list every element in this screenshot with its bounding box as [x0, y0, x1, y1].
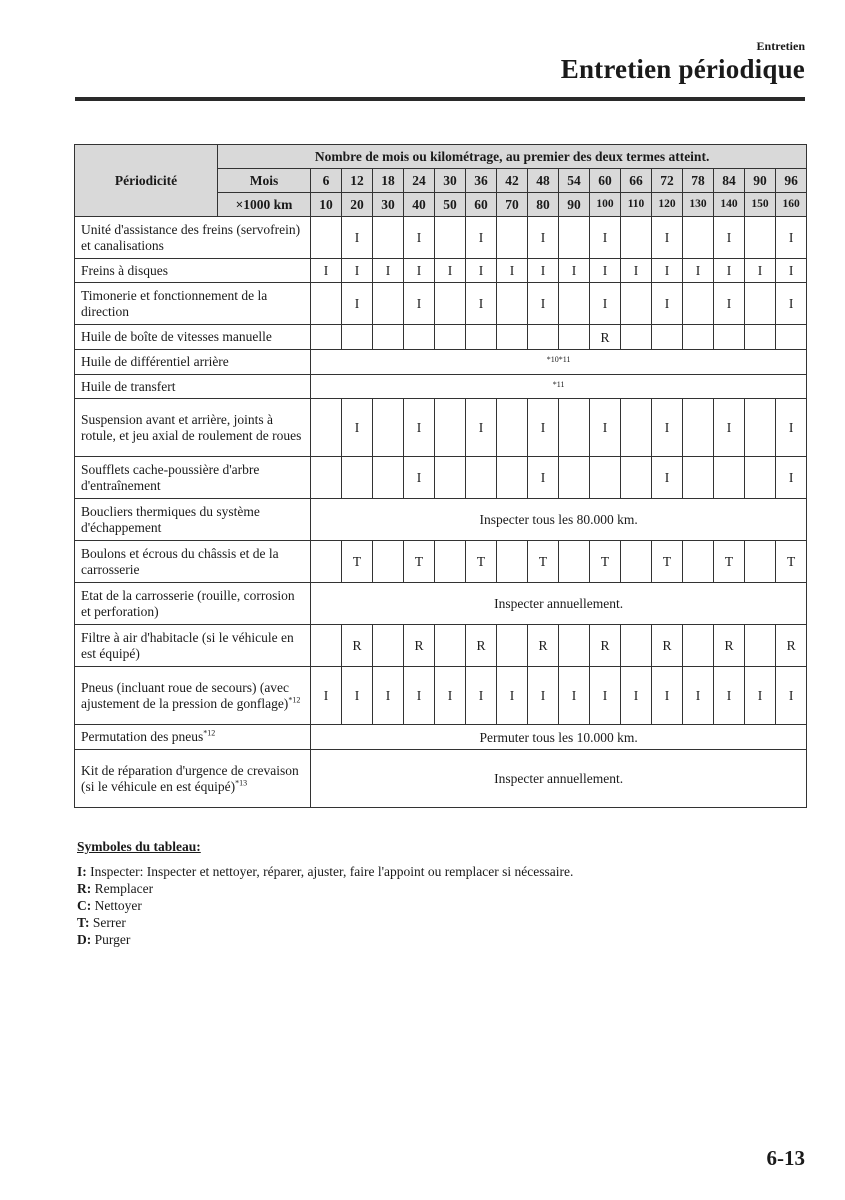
maintenance-item — [75, 499, 311, 541]
schedule-cell — [435, 399, 466, 457]
schedule-cell: I — [435, 259, 466, 283]
interval-note: Inspecter tous les 80.000 km. — [311, 499, 807, 541]
maintenance-item — [75, 217, 311, 259]
maintenance-item-label: Soufflets cache-poussière d'arbre d'entraînement — [81, 462, 260, 493]
maintenance-item — [75, 325, 311, 350]
schedule-cell: R — [590, 625, 621, 667]
schedule-cell — [621, 541, 652, 583]
maintenance-item-label: Suspension avant et arrière, joints à rotule, et jeu axial de roulement de roues — [81, 412, 302, 443]
mois-col-header: 42 — [497, 169, 528, 193]
table-row — [75, 350, 807, 375]
km-col-header: 120 — [652, 193, 683, 217]
schedule-cell: I — [590, 259, 621, 283]
footnote-ref: *13 — [235, 778, 248, 787]
schedule-cell: I — [466, 283, 497, 325]
footnote-ref: *12 — [203, 728, 216, 738]
schedule-cell: I — [466, 259, 497, 283]
schedule-cell — [342, 325, 373, 350]
schedule-cell — [559, 325, 590, 350]
schedule-cell: R — [404, 625, 435, 667]
maintenance-item-label: Etat de la carrosserie (rouille, corrosion et perforation) — [81, 588, 295, 619]
legend-text: Remplacer — [91, 881, 154, 896]
km-col-header: 150 — [745, 193, 776, 217]
schedule-cell: I — [528, 399, 559, 457]
schedule-cell: R — [714, 625, 745, 667]
schedule-cell: I — [528, 667, 559, 725]
mois-col-header: 66 — [621, 169, 652, 193]
schedule-cell — [497, 325, 528, 350]
page-title: Entretien périodique — [560, 54, 805, 84]
km-col-header: 40 — [404, 193, 435, 217]
schedule-cell: I — [466, 667, 497, 725]
schedule-cell — [745, 325, 776, 350]
schedule-cell: T — [404, 541, 435, 583]
schedule-cell: I — [652, 217, 683, 259]
schedule-cell — [528, 325, 559, 350]
maintenance-item-label: Timonerie et fonctionnement de la direction — [81, 288, 268, 319]
schedule-cell: R — [776, 625, 807, 667]
schedule-cell: I — [745, 259, 776, 283]
mois-col-header: 78 — [683, 169, 714, 193]
legend-title: Symboles du tableau: — [77, 839, 201, 854]
mois-col-header: 18 — [373, 169, 404, 193]
maintenance-item-label: Huile de transfert — [81, 378, 176, 394]
legend — [77, 838, 573, 948]
mois-col-header: 90 — [745, 169, 776, 193]
schedule-cell: I — [466, 217, 497, 259]
schedule-cell — [435, 457, 466, 499]
table-row — [75, 399, 807, 457]
schedule-cell — [683, 625, 714, 667]
maintenance-item — [75, 541, 311, 583]
schedule-cell: I — [528, 283, 559, 325]
schedule-cell: I — [714, 667, 745, 725]
schedule-cell — [590, 457, 621, 499]
schedule-cell — [435, 625, 466, 667]
schedule-cell — [435, 217, 466, 259]
schedule-cell: I — [776, 457, 807, 499]
maintenance-item-label: Boucliers thermiques du système d'échappement — [81, 504, 260, 535]
schedule-cell — [745, 457, 776, 499]
schedule-cell: I — [528, 457, 559, 499]
schedule-cell: I — [342, 217, 373, 259]
schedule-cell — [683, 283, 714, 325]
schedule-cell — [373, 625, 404, 667]
schedule-cell: R — [342, 625, 373, 667]
mois-col-header: 54 — [559, 169, 590, 193]
km-col-header: 110 — [621, 193, 652, 217]
interval-span-header: Nombre de mois ou kilométrage, au premier des deux termes atteint. — [218, 145, 807, 169]
table-row — [75, 217, 807, 259]
schedule-cell — [683, 457, 714, 499]
km-col-header: 20 — [342, 193, 373, 217]
schedule-cell — [652, 325, 683, 350]
schedule-cell — [745, 399, 776, 457]
schedule-cell — [373, 283, 404, 325]
schedule-cell — [435, 283, 466, 325]
schedule-cell — [466, 325, 497, 350]
legend-symbol: D: — [77, 932, 92, 947]
schedule-cell — [621, 283, 652, 325]
table-row — [75, 457, 807, 499]
schedule-cell — [621, 399, 652, 457]
schedule-cell: I — [497, 259, 528, 283]
schedule-cell: I — [466, 399, 497, 457]
schedule-cell: I — [373, 667, 404, 725]
schedule-cell: T — [776, 541, 807, 583]
schedule-cell: T — [528, 541, 559, 583]
schedule-cell: I — [714, 217, 745, 259]
maintenance-item — [75, 625, 311, 667]
schedule-cell — [683, 217, 714, 259]
schedule-cell: T — [342, 541, 373, 583]
schedule-cell: I — [714, 259, 745, 283]
km-col-header: 160 — [776, 193, 807, 217]
table-row — [75, 499, 807, 541]
km-col-header: 100 — [590, 193, 621, 217]
mois-col-header: 96 — [776, 169, 807, 193]
table-row — [75, 375, 807, 399]
section-label: Entretien — [756, 39, 805, 53]
maintenance-schedule-table — [74, 144, 807, 808]
schedule-cell — [311, 217, 342, 259]
maintenance-item — [75, 750, 311, 808]
schedule-cell: I — [528, 259, 559, 283]
mois-col-header: 30 — [435, 169, 466, 193]
schedule-cell — [776, 325, 807, 350]
legend-symbol: I: — [77, 864, 87, 879]
km-col-header: 60 — [466, 193, 497, 217]
schedule-cell: I — [621, 667, 652, 725]
mois-col-header: 72 — [652, 169, 683, 193]
maintenance-item — [75, 350, 311, 375]
schedule-cell — [311, 625, 342, 667]
legend-text: Serrer — [89, 915, 126, 930]
schedule-cell: I — [590, 399, 621, 457]
maintenance-item-label: Boulons et écrous du châssis et de la carrosserie — [81, 546, 279, 577]
legend-text: Purger — [91, 932, 131, 947]
km-col-header: 30 — [373, 193, 404, 217]
schedule-cell — [311, 325, 342, 350]
legend-text: Nettoyer — [91, 898, 142, 913]
schedule-cell: R — [466, 625, 497, 667]
maintenance-item — [75, 259, 311, 283]
maintenance-item — [75, 667, 311, 725]
schedule-cell: I — [342, 667, 373, 725]
interval-note: Inspecter annuellement. — [311, 750, 807, 808]
maintenance-item — [75, 457, 311, 499]
schedule-cell — [373, 399, 404, 457]
table-row — [75, 259, 807, 283]
maintenance-item-label: Permutation des pneus — [81, 729, 204, 745]
maintenance-item — [75, 283, 311, 325]
legend-symbol: C: — [77, 898, 92, 913]
table-row — [75, 541, 807, 583]
periodicite-header: Périodicité — [75, 145, 218, 217]
schedule-cell: I — [528, 217, 559, 259]
legend-item — [77, 880, 573, 897]
schedule-cell: I — [497, 667, 528, 725]
schedule-cell — [683, 325, 714, 350]
legend-item — [77, 897, 573, 914]
mois-col-header: 48 — [528, 169, 559, 193]
legend-symbol: T: — [77, 915, 90, 930]
legend-item — [77, 863, 573, 880]
schedule-cell — [714, 325, 745, 350]
schedule-cell: I — [404, 283, 435, 325]
schedule-cell: I — [652, 667, 683, 725]
maintenance-item-label: Huile de boîte de vitesses manuelle — [81, 329, 272, 345]
schedule-cell — [559, 541, 590, 583]
schedule-cell: R — [652, 625, 683, 667]
schedule-cell: I — [745, 667, 776, 725]
legend-text: Inspecter: Inspecter et nettoyer, réparer, ajuster, faire l'appoint ou remplacer si nécessaire. — [86, 864, 574, 879]
schedule-cell — [745, 541, 776, 583]
schedule-cell: I — [714, 283, 745, 325]
schedule-cell: I — [373, 259, 404, 283]
schedule-cell: I — [652, 457, 683, 499]
schedule-cell — [342, 457, 373, 499]
interval-note: *11 — [311, 375, 807, 399]
maintenance-item-label: Unité d'assistance des freins (servofrein) et canalisations — [81, 222, 301, 253]
mois-col-header: 60 — [590, 169, 621, 193]
maintenance-item — [75, 375, 311, 399]
schedule-cell: T — [466, 541, 497, 583]
table-row — [75, 283, 807, 325]
interval-note: Permuter tous les 10.000 km. — [311, 725, 807, 750]
km-col-header: 140 — [714, 193, 745, 217]
schedule-cell: I — [590, 667, 621, 725]
schedule-cell: I — [404, 399, 435, 457]
maintenance-item-label: Huile de différentiel arrière — [81, 354, 229, 370]
schedule-cell: I — [342, 399, 373, 457]
schedule-cell — [497, 625, 528, 667]
maintenance-item-label: Freins à disques — [81, 262, 168, 278]
schedule-cell — [497, 399, 528, 457]
schedule-cell: I — [435, 667, 466, 725]
table-row — [75, 667, 807, 725]
mois-col-header: 36 — [466, 169, 497, 193]
schedule-cell: I — [404, 457, 435, 499]
schedule-cell — [559, 283, 590, 325]
page-number: 6-13 — [766, 1146, 805, 1170]
km-col-header: 70 — [497, 193, 528, 217]
schedule-cell — [621, 625, 652, 667]
legend-item — [77, 931, 573, 948]
schedule-cell — [683, 399, 714, 457]
schedule-cell: I — [683, 259, 714, 283]
schedule-cell — [745, 283, 776, 325]
schedule-cell — [559, 457, 590, 499]
schedule-cell: I — [311, 667, 342, 725]
schedule-cell — [559, 217, 590, 259]
schedule-cell — [745, 625, 776, 667]
km-col-header: 80 — [528, 193, 559, 217]
legend-symbol: R: — [77, 881, 92, 896]
footnote-ref: *12 — [288, 695, 301, 704]
schedule-cell — [621, 217, 652, 259]
schedule-cell — [497, 217, 528, 259]
km-col-header: 50 — [435, 193, 466, 217]
maintenance-item — [75, 583, 311, 625]
schedule-cell — [373, 217, 404, 259]
schedule-cell — [373, 541, 404, 583]
schedule-cell — [435, 541, 466, 583]
mois-label: Mois — [218, 169, 311, 193]
schedule-cell — [683, 541, 714, 583]
legend-item — [77, 914, 573, 931]
schedule-cell: I — [342, 259, 373, 283]
schedule-cell: I — [652, 399, 683, 457]
maintenance-item-label: Pneus (incluant roue de secours) (avec ajustement de la pression de gonflage) — [81, 680, 290, 711]
schedule-cell — [559, 399, 590, 457]
mois-col-header: 12 — [342, 169, 373, 193]
schedule-cell — [714, 457, 745, 499]
maintenance-item-label: Kit de réparation d'urgence de crevaison (si le véhicule en est équipé) — [81, 763, 299, 794]
schedule-cell — [745, 217, 776, 259]
km-col-header: 90 — [559, 193, 590, 217]
schedule-cell: T — [652, 541, 683, 583]
schedule-cell — [466, 457, 497, 499]
schedule-cell — [497, 283, 528, 325]
schedule-cell: I — [776, 399, 807, 457]
schedule-cell — [311, 541, 342, 583]
km-col-header: 130 — [683, 193, 714, 217]
schedule-cell: I — [683, 667, 714, 725]
schedule-cell: I — [621, 259, 652, 283]
interval-note: *10*11 — [311, 350, 807, 375]
schedule-cell — [373, 325, 404, 350]
schedule-cell: I — [590, 217, 621, 259]
maintenance-item-label: Filtre à air d'habitacle (si le véhicule en est équipé) — [81, 630, 294, 661]
schedule-cell — [373, 457, 404, 499]
schedule-cell — [497, 541, 528, 583]
schedule-cell: R — [590, 325, 621, 350]
schedule-cell — [621, 457, 652, 499]
mois-col-header: 6 — [311, 169, 342, 193]
table-row — [75, 625, 807, 667]
schedule-cell: I — [404, 259, 435, 283]
km-col-header: 10 — [311, 193, 342, 217]
maintenance-item — [75, 725, 311, 750]
table-row — [75, 325, 807, 350]
schedule-cell: I — [311, 259, 342, 283]
maintenance-item — [75, 399, 311, 457]
schedule-cell: I — [776, 667, 807, 725]
interval-note: Inspecter annuellement. — [311, 583, 807, 625]
schedule-cell — [621, 325, 652, 350]
title-divider — [75, 97, 805, 101]
schedule-cell: I — [776, 217, 807, 259]
schedule-cell: T — [714, 541, 745, 583]
schedule-cell: I — [590, 283, 621, 325]
schedule-cell: I — [714, 399, 745, 457]
table-row — [75, 725, 807, 750]
table-row — [75, 583, 807, 625]
schedule-cell — [311, 399, 342, 457]
schedule-cell — [311, 283, 342, 325]
schedule-cell — [559, 625, 590, 667]
schedule-cell — [311, 457, 342, 499]
schedule-cell: I — [342, 283, 373, 325]
mois-col-header: 24 — [404, 169, 435, 193]
schedule-cell: I — [559, 259, 590, 283]
schedule-cell — [497, 457, 528, 499]
table-row — [75, 750, 807, 808]
schedule-cell: I — [652, 259, 683, 283]
schedule-cell: I — [404, 667, 435, 725]
legend-items — [77, 863, 573, 948]
schedule-cell: I — [559, 667, 590, 725]
schedule-cell: I — [776, 259, 807, 283]
schedule-cell: I — [404, 217, 435, 259]
mois-col-header: 84 — [714, 169, 745, 193]
schedule-cell: T — [590, 541, 621, 583]
schedule-cell — [404, 325, 435, 350]
schedule-cell — [435, 325, 466, 350]
schedule-cell: R — [528, 625, 559, 667]
schedule-cell: I — [776, 283, 807, 325]
km-label: ×1000 km — [218, 193, 311, 217]
schedule-cell: I — [652, 283, 683, 325]
